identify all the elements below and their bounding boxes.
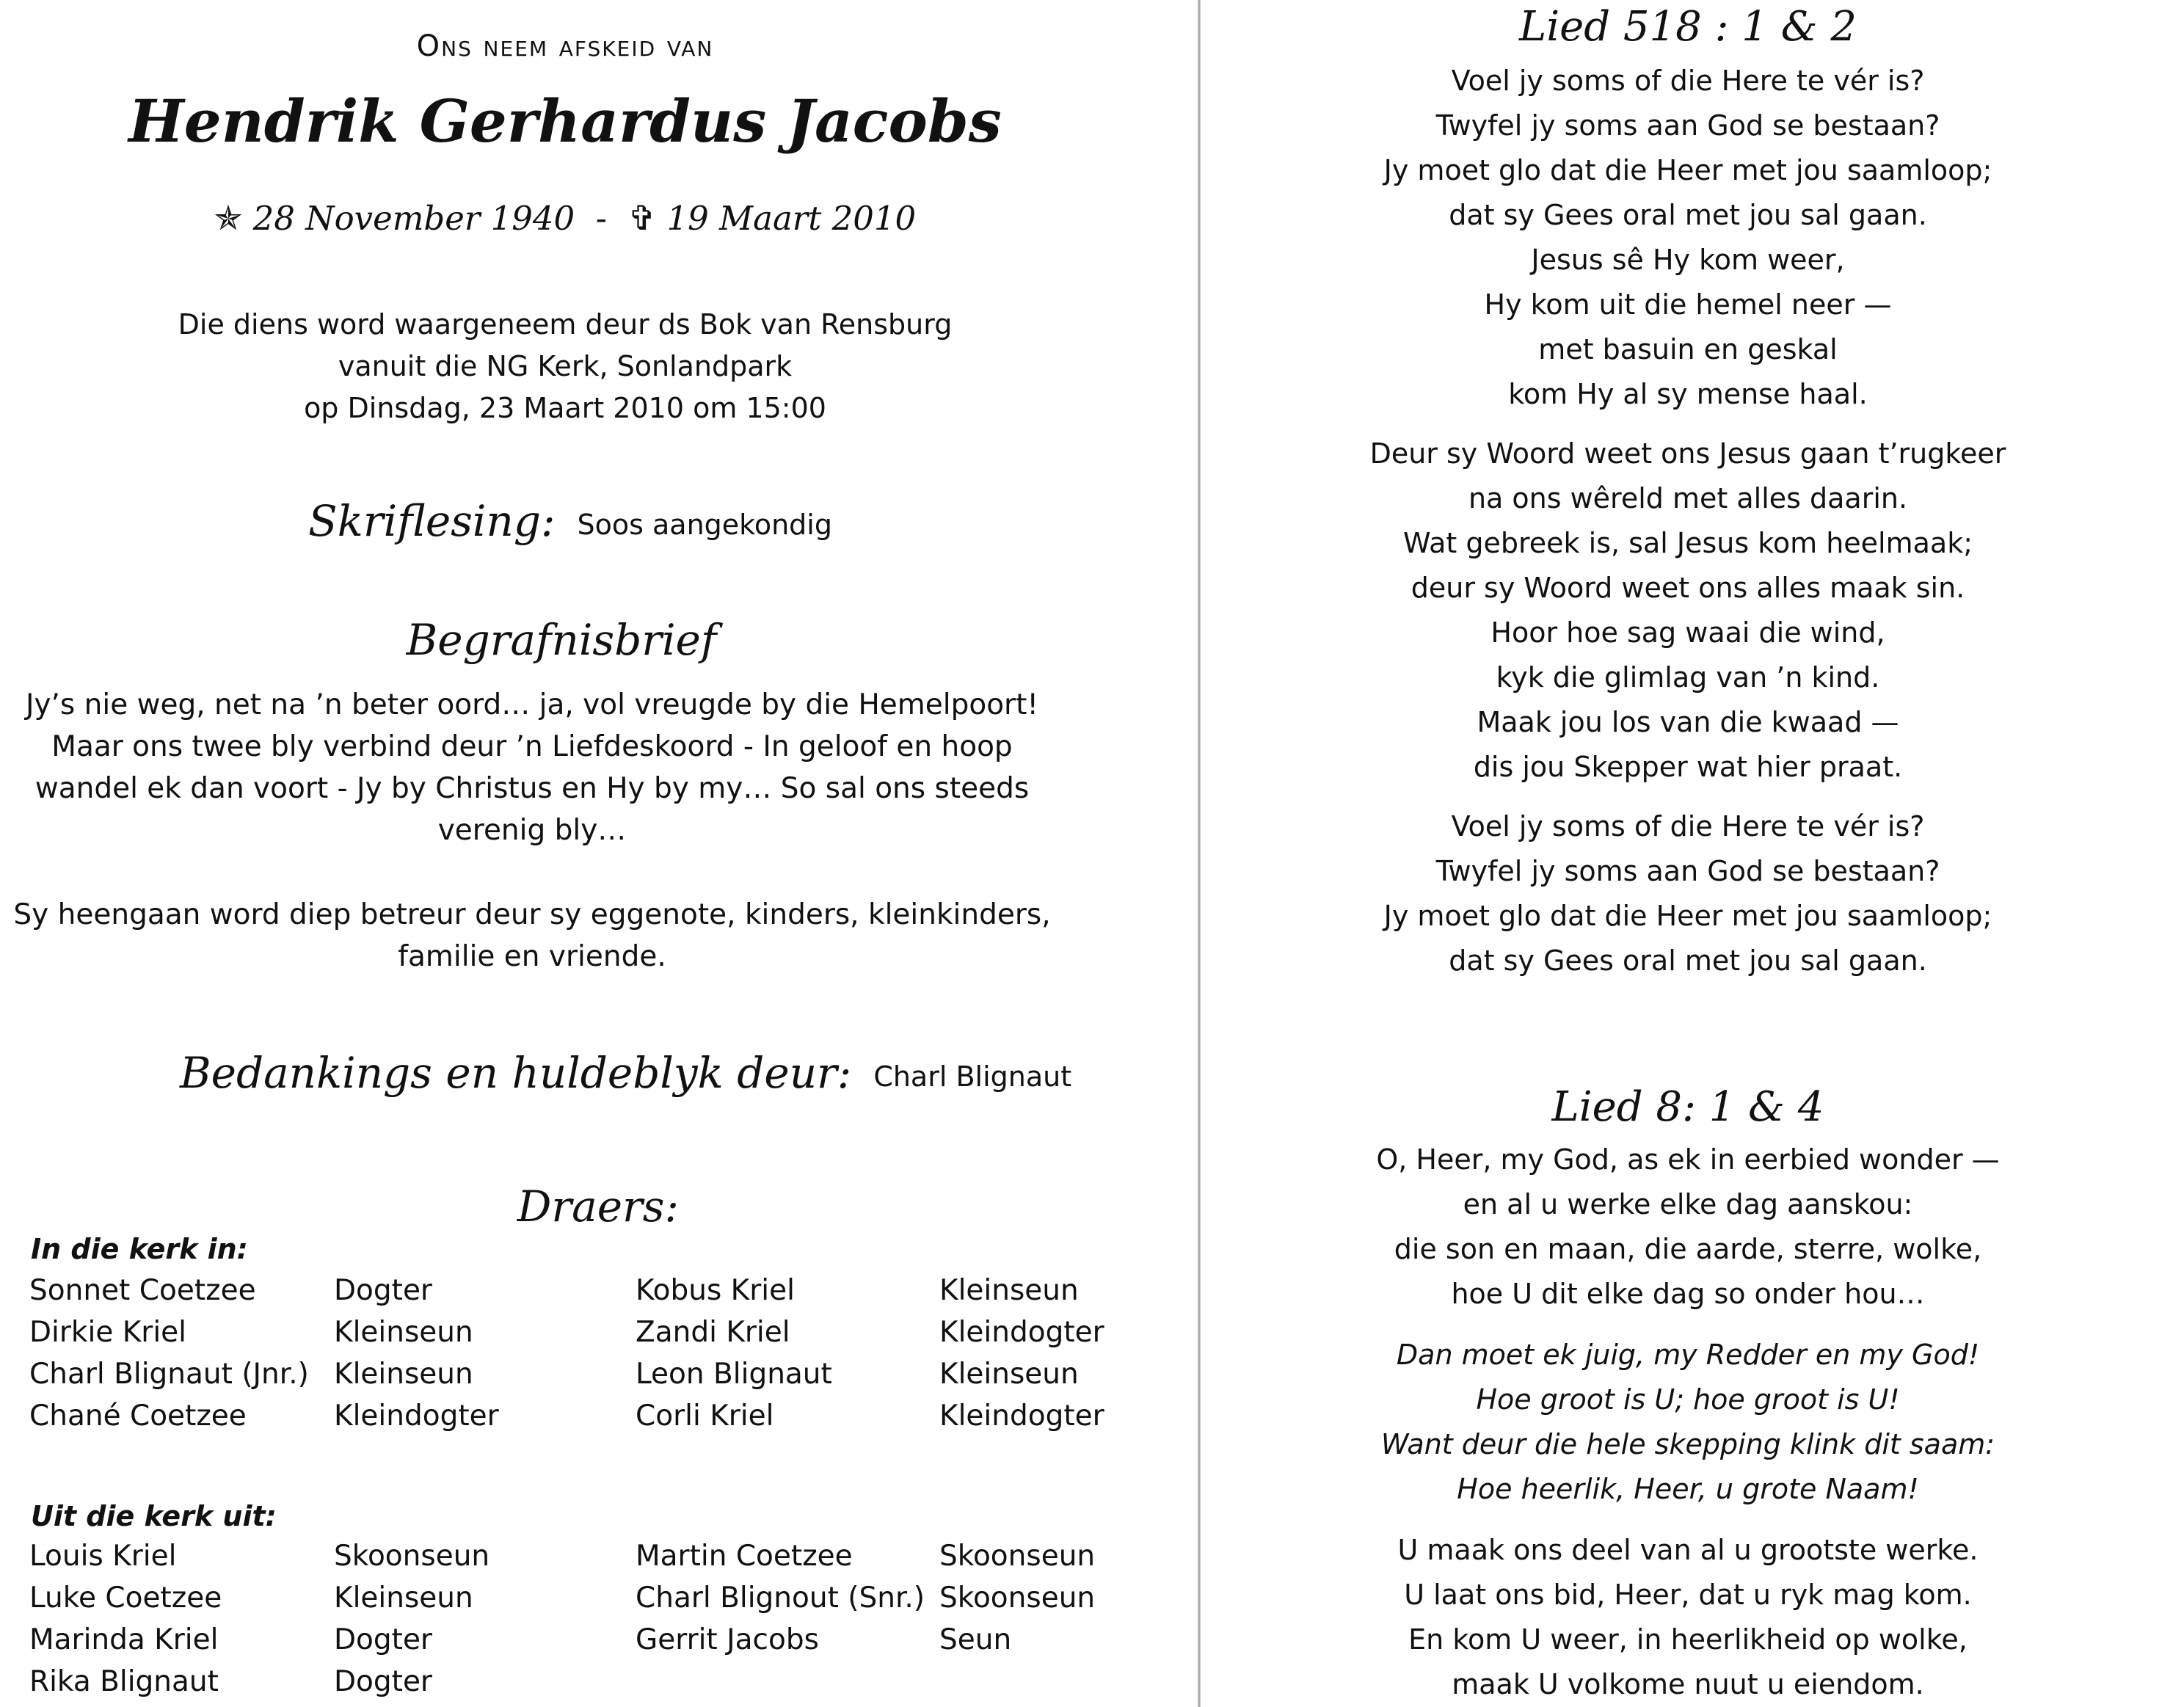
hymn-line: hoe U dit elke dag so onder hou…: [1451, 1278, 1925, 1310]
bearer-relation: Dogter: [334, 1623, 432, 1656]
bearers-out-table: [0, 1540, 1145, 1707]
hymn-line: dat sy Gees oral met jou sal gaan.: [1449, 199, 1927, 231]
hymn-line: maak U volkome nuut u eiendom.: [1452, 1668, 1924, 1700]
hymn-518-chorus: [1204, 804, 2172, 983]
scripture-label: Skriflesing:: [308, 496, 556, 546]
tribute-value: Charl Blignaut: [873, 1060, 1072, 1093]
hymn-line: Deur sy Woord weet ons Jesus gaan t’rugkeer: [1369, 437, 2006, 470]
letter-line: Jy’s nie weg, net na ’n beter oord… ja, vol vreugde by die Hemelpoort!: [25, 688, 1039, 721]
hymn-line: die son en maan, die aarde, sterre, wolke,: [1394, 1233, 1982, 1265]
bearer-row: [0, 1582, 1145, 1623]
scripture-value: Soos aangekondig: [577, 508, 832, 541]
hymn-line: na ons wêreld met alles daarin.: [1468, 482, 1908, 514]
bearer-relation: Kleinseun: [939, 1274, 1079, 1307]
bearer-row: [0, 1665, 1145, 1707]
bearer-name: Kobus Kriel: [636, 1274, 795, 1307]
bearers-title: Draers:: [517, 1182, 680, 1231]
hymn-line: Jesus sê Hy kom weer,: [1531, 244, 1845, 276]
tribute: [180, 1048, 1071, 1098]
bearer-name: Marinda Kriel: [29, 1623, 219, 1656]
page-fold: [1198, 0, 1201, 1707]
letter-title: Begrafnisbrief: [406, 615, 717, 665]
hymn-line: Hoe heerlik, Heer, u grote Naam!: [1457, 1473, 1919, 1505]
life-dates: [0, 198, 1130, 238]
hymn-line: Hoe groot is U; hoe groot is U!: [1476, 1383, 1900, 1416]
bearer-name: Zandi Kriel: [636, 1316, 790, 1349]
hymn-518-verse-1: [1204, 59, 2172, 417]
hymn-line: Twyfel jy soms aan God se bestaan?: [1435, 855, 1940, 887]
death-date: 19 Maart 2010: [666, 199, 917, 238]
bearer-relation: Skoonseun: [939, 1540, 1096, 1573]
hymn-518-title: Lied 518 : 1 & 2: [1519, 3, 1857, 51]
date-separator: -: [595, 199, 607, 238]
mourning-text: [0, 894, 1064, 978]
hymn-line: Voel jy soms of die Here te vér is?: [1451, 65, 1925, 97]
bearer-name: Gerrit Jacobs: [636, 1623, 819, 1656]
hymn-518-verse-2: [1204, 432, 2172, 790]
hymn-line: Jy moet glo dat die Heer met jou saamloop;: [1383, 154, 1992, 186]
bearer-relation: Skoonseun: [334, 1540, 490, 1573]
bearer-row: [0, 1358, 1145, 1400]
bearer-relation: Kleinseun: [334, 1582, 473, 1615]
bearer-name: Sonnet Coetzee: [29, 1274, 256, 1307]
service-details: [0, 304, 1130, 429]
intro-text: Ons neem afskeid van: [416, 29, 714, 63]
hymn-8-verse-1: [1204, 1138, 2172, 1317]
scripture-reading: [308, 496, 832, 546]
letter-body: [0, 684, 1064, 851]
mourning-line: Sy heengaan word diep betreur deur sy eggenote, kinders, kleinkinders,: [13, 898, 1051, 931]
hymn-line: Dan moet ek juig, my Redder en my God!: [1396, 1339, 1980, 1371]
hymn-line: U maak ons deel van al u grootste werke.: [1397, 1534, 1979, 1566]
bearers-out-heading: Uit die kerk uit:: [31, 1500, 277, 1532]
bearer-name: Leon Blignaut: [636, 1358, 832, 1391]
service-line: vanuit die NG Kerk, Sonlandpark: [338, 350, 793, 382]
bearer-name: Louis Kriel: [29, 1540, 177, 1573]
bearer-name: Charl Blignout (Snr.): [636, 1582, 925, 1615]
letter-line: wandel ek dan voort - Jy by Christus en Hy by my… So sal ons steeds: [34, 772, 1030, 805]
cross-icon: ✞: [627, 198, 657, 238]
bearer-name: Charl Blignaut (Jnr.): [29, 1358, 309, 1391]
bearer-row: [0, 1274, 1145, 1316]
hymn-line: deur sy Woord weet ons alles maak sin.: [1410, 572, 1965, 604]
bearer-relation: Dogter: [334, 1274, 432, 1307]
hymn-8-title: Lied 8: 1 & 4: [1551, 1083, 1824, 1131]
hymn-line: U laat ons bid, Heer, dat u ryk mag kom.: [1404, 1579, 1972, 1611]
deceased-name: Hendrik Gerhardus Jacobs: [128, 87, 1002, 156]
service-line: op Dinsdag, 23 Maart 2010 om 15:00: [304, 392, 826, 424]
bearer-relation: Skoonseun: [939, 1582, 1096, 1615]
bearer-relation: Kleindogter: [334, 1400, 499, 1433]
bearer-row: [0, 1316, 1145, 1358]
bearer-relation: Dogter: [334, 1665, 432, 1698]
bearer-name: Chané Coetzee: [29, 1400, 247, 1433]
hymn-line: Twyfel jy soms aan God se bestaan?: [1435, 109, 1940, 142]
bearers-in-heading: In die kerk in:: [31, 1233, 248, 1265]
letter-line: verenig bly…: [437, 814, 627, 847]
bearer-row: [0, 1400, 1145, 1441]
service-line: Die diens word waargeneem deur ds Bok van Rensburg: [178, 308, 953, 341]
bearer-relation: Kleindogter: [939, 1400, 1104, 1433]
hymn-line: kyk die glimlag van ’n kind.: [1496, 661, 1880, 694]
hymn-line: Jy moet glo dat die Heer met jou saamloop;: [1383, 900, 1992, 932]
bearer-name: Dirkie Kriel: [29, 1316, 186, 1349]
bearer-name: Rika Blignaut: [29, 1665, 219, 1698]
tribute-label: Bedankings en huldeblyk deur:: [180, 1048, 852, 1098]
bearer-relation: Kleinseun: [334, 1316, 473, 1349]
bearer-relation: Seun: [939, 1623, 1012, 1656]
bearer-name: Luke Coetzee: [29, 1582, 222, 1615]
hymn-line: Hy kom uit die hemel neer —: [1484, 288, 1892, 321]
letter-line: Maar ons twee bly verbind deur ’n Liefdeskoord - In geloof en hoop: [51, 730, 1013, 763]
hymn-line: Maak jou los van die kwaad —: [1477, 706, 1899, 738]
hymn-line: dat sy Gees oral met jou sal gaan.: [1449, 945, 1927, 977]
hymn-line: En kom U weer, in heerlikheid op wolke,: [1408, 1623, 1968, 1656]
bearers-in-table: [0, 1274, 1145, 1441]
hymn-line: Want deur die hele skepping klink dit saam:: [1380, 1428, 1995, 1460]
hymn-line: en al u werke elke dag aanskou:: [1463, 1188, 1913, 1220]
hymn-line: dis jou Skepper wat hier praat.: [1473, 751, 1903, 783]
bearer-relation: Kleindogter: [939, 1316, 1104, 1349]
hymn-line: O, Heer, my God, as ek in eerbied wonder —: [1376, 1143, 2000, 1176]
hymn-line: kom Hy al sy mense haal.: [1508, 378, 1868, 410]
hymn-8-verse-4: [1204, 1528, 2172, 1707]
bearer-row: [0, 1623, 1145, 1665]
bearer-name: Martin Coetzee: [636, 1540, 853, 1573]
bearer-name: Corli Kriel: [636, 1400, 774, 1433]
hymn-line: Hoor hoe sag waai die wind,: [1490, 616, 1885, 649]
birth-date: 28 November 1940: [252, 199, 575, 238]
star-icon: ✯: [214, 198, 243, 238]
hymn-line: Wat gebreek is, sal Jesus kom heelmaak;: [1402, 527, 1973, 559]
bearer-relation: Kleinseun: [939, 1358, 1079, 1391]
bearer-row: [0, 1540, 1145, 1582]
mourning-line: familie en vriende.: [398, 940, 666, 973]
hymn-line: met basuin en geskal: [1538, 333, 1838, 365]
bearer-relation: Kleinseun: [334, 1358, 473, 1391]
hymn-8-refrain: [1204, 1333, 2172, 1512]
right-page: [1204, 0, 2184, 1707]
hymn-line: Voel jy soms of die Here te vér is?: [1451, 810, 1925, 842]
